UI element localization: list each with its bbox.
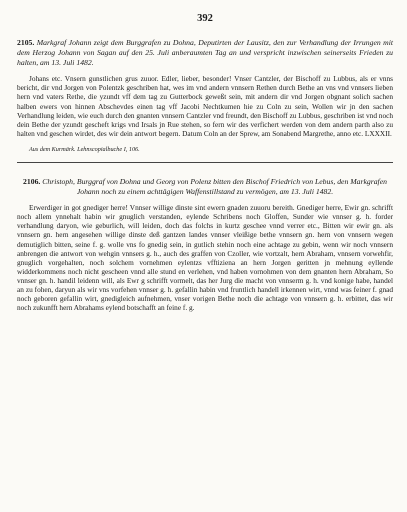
page-number: 392 xyxy=(197,13,213,24)
entry-number: 2105. xyxy=(17,38,35,47)
document-entry-2106 xyxy=(17,177,393,312)
entry-heading xyxy=(17,38,393,67)
entry-number: 2106. xyxy=(23,176,41,186)
entry-body: Johans etc. Vnsern gunstlichen grus zuuor. Edler, lieber, besonder! Vnser Cantzler, der Bischoff zu Lubbus, als er vnns bericht, dir vnd Jorgen von Polentzk geschriben hat, wes im vnd andern vnnsern Rethen durch Bethe an vns vnd vnnsers lieben hern vnd vaters Rethe, die yzundt vff dem tag zu Gutterbock geweßt sein, mit andern dir vnd Jorgen obgnant solich sachen halben ewers von hinnen Abschevdes einen tag vff Jacobi Nechtkumen hie zu Coln zu sein, Wollen wir jn den sachen Verhandlung leiden, wie euch durch den gnanten vnnsern Cantzler vnd freundt, den Bischoff zu Lubbus, geschriben ist vnd noch dein Bethe der yzundt gescheft krigs vnd Irsals jn Rue stehen, so fern wir des verfichert werden von dem andern parth also zu halten vnd geschen wirdet, des wir dein antwort begern. Datum Coln an der Sprew, am Sonabend Margrethe, anno etc. LXXXII. xyxy=(17,74,393,138)
entry-source-note: Aus dem Kurmärk. Lehnscopialbuche I, 106. xyxy=(29,145,140,153)
entry-heading-text: Markgraf Johann zeigt dem Burggrafen zu Dohna, Deputirten der Lausitz, den zur Verhandlung der Irrungen mit dem Herzog Johann von Sagan auf den 25. Juli anberaumten Tag an und verspricht inzwischen seinerseits Frieden zu halten, am 13. Juli 1482. xyxy=(17,38,393,67)
entry-heading-text: Christoph, Burggraf von Dohna und Georg von Polenz bitten den Bischof Friedrich von Lebus, den Markgrafen Johann noch zu einem achttägigen Waffenstillstand zu vermögen, am 13. Juli 1482. xyxy=(42,176,387,196)
document-entry-2105 xyxy=(17,38,393,154)
entry-body: Erwerdiger in got gnediger herre! Vnnser willige dinste sint ewern gnaden zuuoru bereith. Gnediger herre, Ewir gn. schrifft noch allem ynnehalt habin wir gnuglich verstanden, eylende Schribens noch Gloffen, Sunder wie vnnser g. h. forder verhandlung daryon, wie geburlich, will leiden, doch das folchs in kurtz geschee vnnd verrer etc., Bitten wir ewir gn. als vnnsern gn. hern angesehen willige dinste deß gantzen landes vnnser vleißige bethe vnnsern gn. hern von vnnsern wegen demutiglich bitten, seine f. g. wolle vns fo gnedig sein, in gutlich stehin noch eine achtage zu gebin, wenn wir noch vnnsern anbrengen die antwort von wehgin vnnsers g. h., auch des graffen von Czoller, wie vortzalt, hern Abraham, vnnsern vorwehfir, gnuglich vorgehalten, noch solchem vornehmen eylentzs vfftiziena an hern Jorgen geritten jn mehnung eyllende widderkommens noch nicht gescheen vnnd alle stund en verlehen, vnd haben vornohmen von dem gnanten hern Abraham, So vnnser gn. h. handil leidenn will, als Ewr g schrifft vormelt, das her Jurg die macht von vnnserm g. h. vnd konige habe, handel an zu fohen, daryun als wir vns vorfehen vnnser g. h. gefallin habin vnd fruntlich handell irkennen wirt, vnnd was feiner f. gnad noch geboren gefallin wirt, gnedigleich aufnehmen, vnser vorigen Bethe noch die achtage von vnnsern g. h. erbittet, das wir noch zukunfft hern Abrahams eylend botschafft an feine f. g. xyxy=(17,203,393,312)
section-divider xyxy=(17,162,393,163)
entry-heading xyxy=(17,177,393,197)
